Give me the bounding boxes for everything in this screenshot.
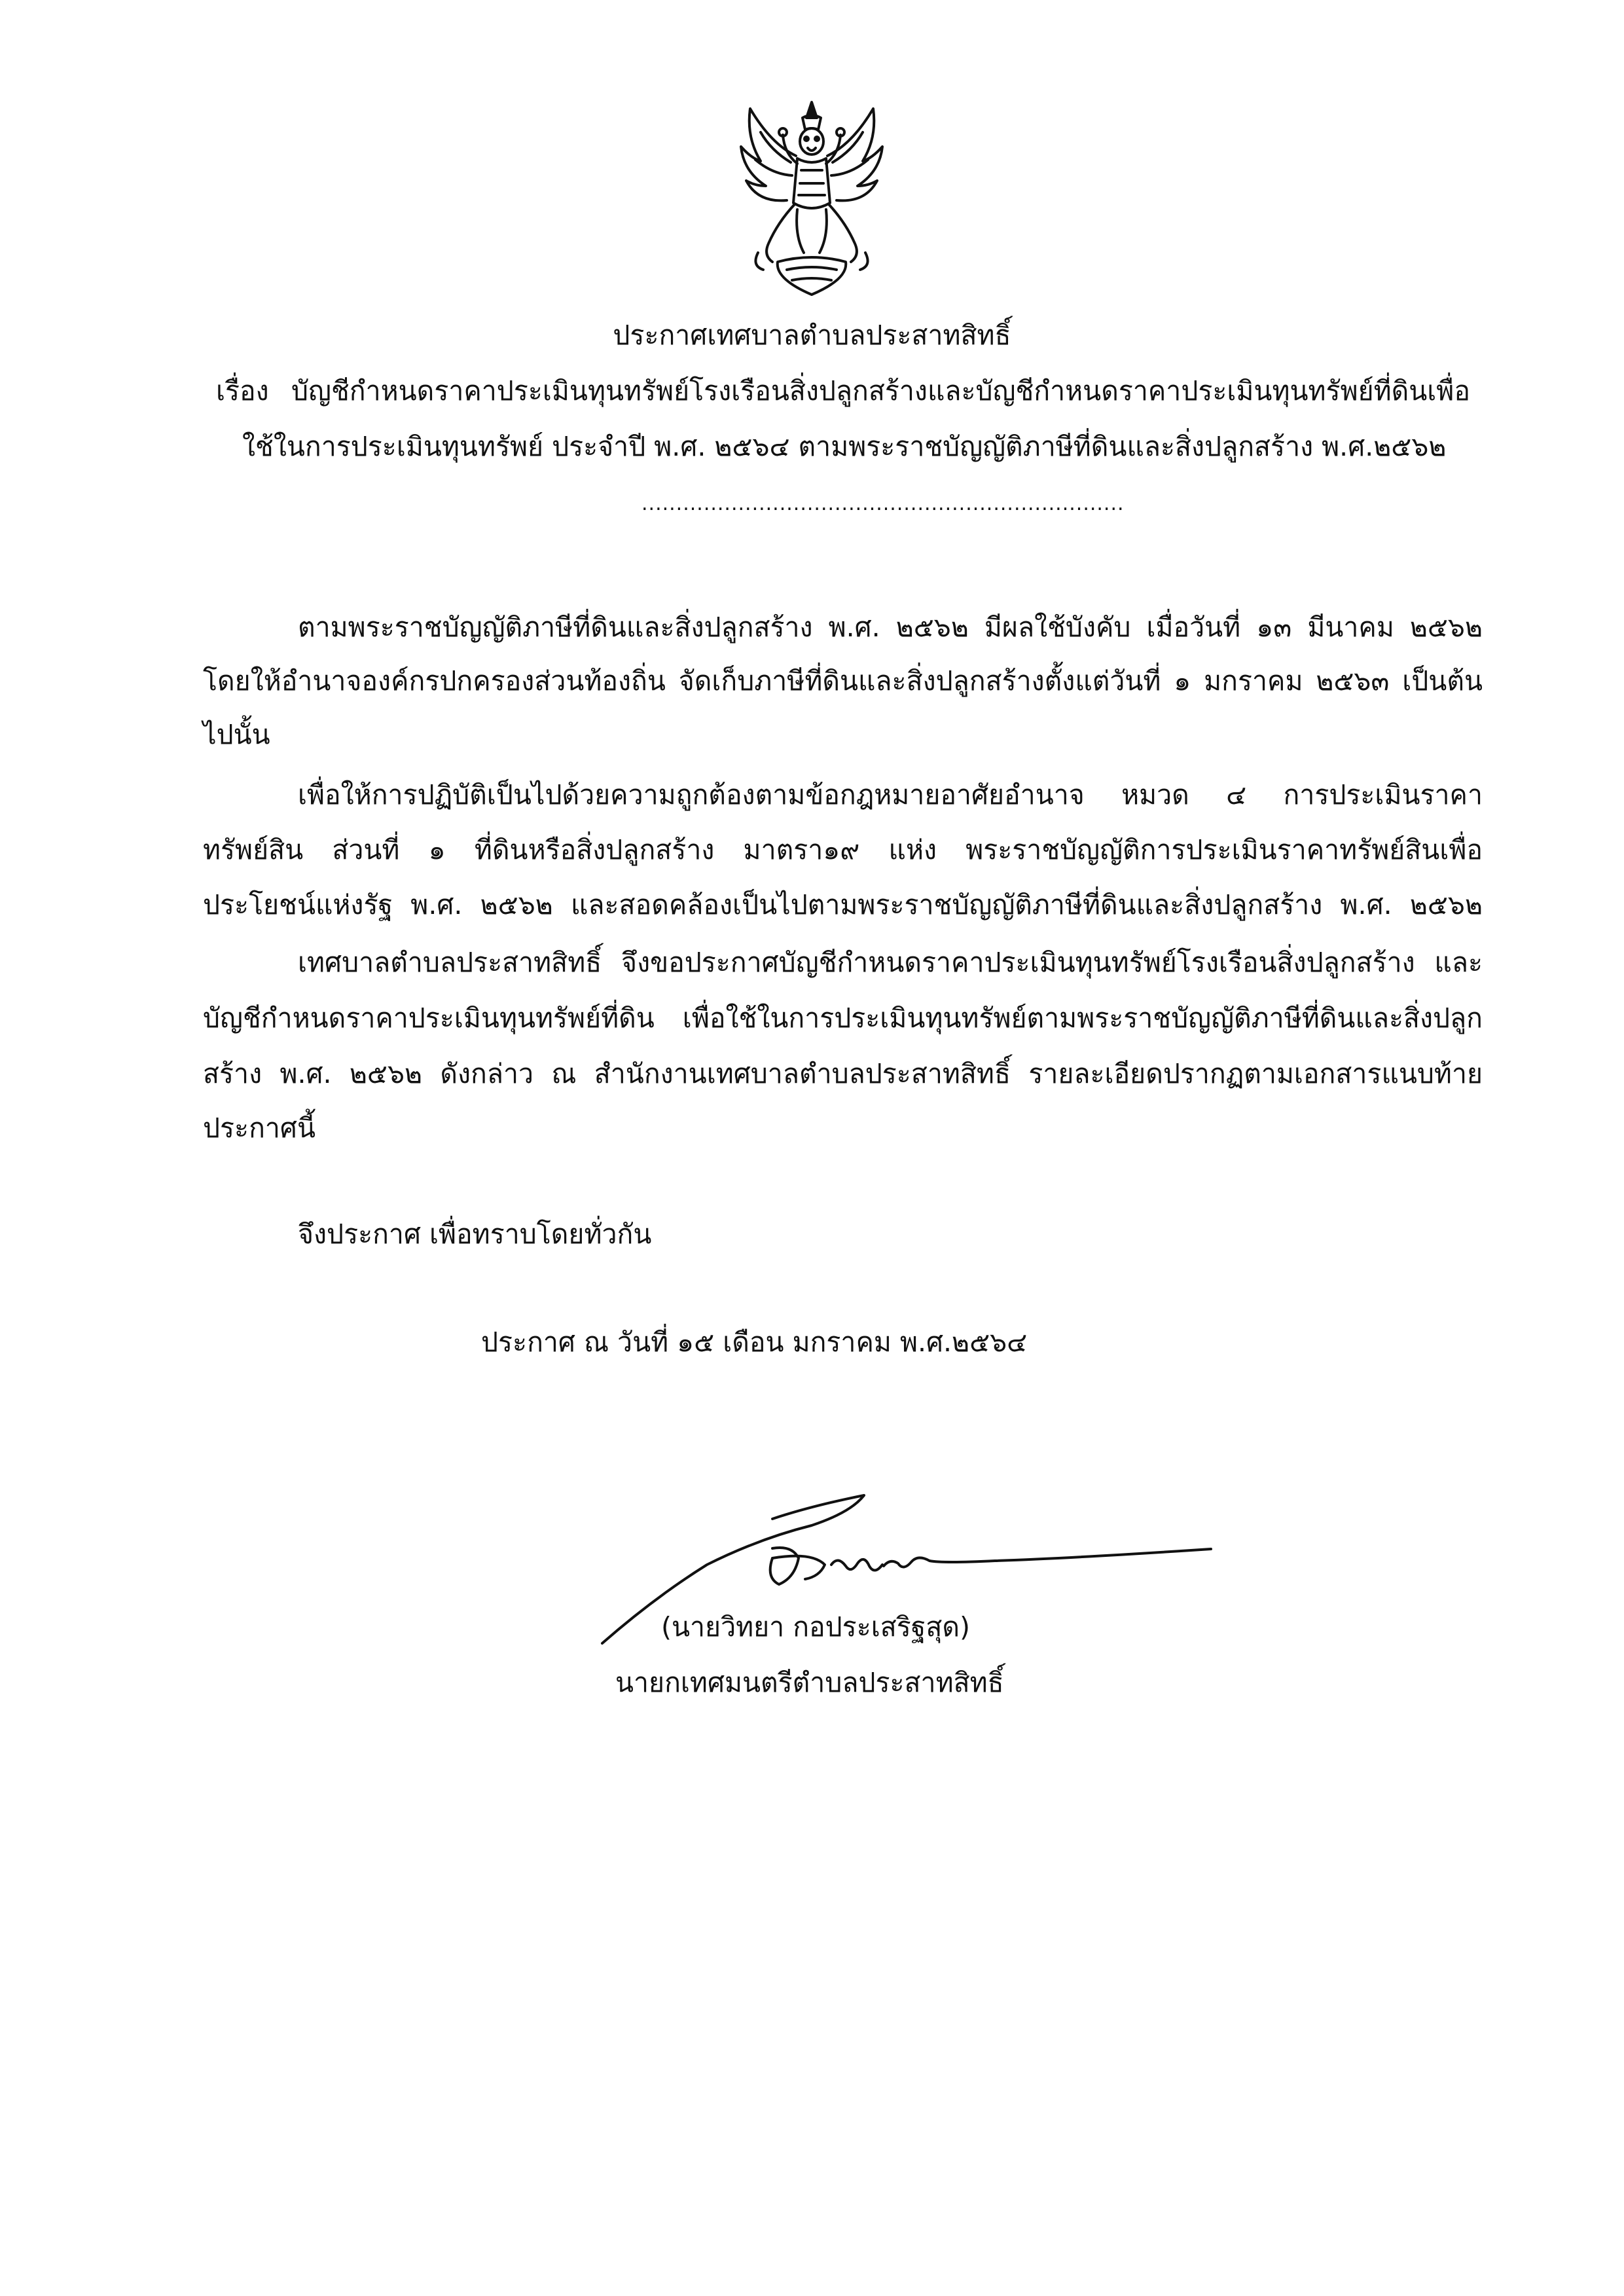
- subject-text-1: บัญชีกำหนดราคาประเมินทุนทรัพย์โรงเรือนสิ่งปลูกสร้างและบัญชีกำหนดราคาประเมินทุนทรัพย์ที่ดินเพื่อ: [291, 375, 1470, 407]
- subject-line-1: [216, 371, 1483, 410]
- subject-line-2: ใช้ในการประเมินทุนทรัพย์ ประจำปี พ.ศ. ๒๕๖๔ ตามพระราชบัญญัติภาษีที่ดินและสิ่งปลูกสร้าง พ.ศ.๒๕๖๒: [242, 431, 1447, 462]
- closing-text: จึงประกาศ เพื่อทราบโดยทั่วกัน: [298, 1218, 652, 1250]
- paragraph-3-line-4: ประกาศนี้: [203, 1112, 316, 1144]
- paragraph-2-line-2: ทรัพย์สิน ส่วนที่ ๑ ที่ดินหรือสิ่งปลูกสร้าง มาตรา๑๙ แห่ง พระราชบัญญัติการประเมินราคาทรัพย์สินเพื่อ: [203, 834, 1483, 866]
- paragraph-1-line-1: ตามพระราชบัญญัติภาษีที่ดินและสิ่งปลูกสร้าง พ.ศ. ๒๕๖๒ มีผลใช้บังคับ เมื่อวันที่ ๑๓ มีนาคม ๒๕๖๒: [298, 611, 1483, 643]
- separator-dots: ......................................................................: [641, 492, 1125, 515]
- paragraph-3-line-1: เทศบาลตำบลประสาทสิทธิ์ จึงขอประกาศบัญชีกำหนดราคาประเมินทุนทรัพย์โรงเรือนสิ่งปลูกสร้าง และ: [298, 947, 1483, 978]
- paragraph-1-line-3: ไปนั้น: [203, 719, 270, 750]
- paragraph-2-line-3: ประโยชน์แห่งรัฐ พ.ศ. ๒๕๖๒ และสอดคล้องเป็นไปตามพระราชบัญญัติภาษีที่ดินและสิ่งปลูกสร้าง พ.ศ. ๒๕๖๒: [203, 889, 1483, 920]
- paragraph-3-line-2: บัญชีกำหนดราคาประเมินทุนทรัพย์ที่ดิน เพื่อใช้ในการประเมินทุนทรัพย์ตามพระราชบัญญัติภาษีที่ดินและสิ่งปลูก: [203, 1002, 1483, 1034]
- paragraph-2-line-1: เพื่อให้การปฏิบัติเป็นไปด้วยความถูกต้องตามข้อกฎหมายอาศัยอำนาจ หมวด ๔ การประเมินราคา: [298, 779, 1483, 811]
- signer-name: (นายวิทยา กอประเสริฐสุด): [661, 1611, 971, 1643]
- announcement-title: ประกาศเทศบาลตำบลประสาทสิทธิ์: [613, 319, 1011, 351]
- signer-position: นายกเทศมนตรีตำบลประสาทสิทธิ์: [615, 1667, 1004, 1698]
- paragraph-1-line-2: โดยให้อำนาจองค์กรปกครองส่วนท้องถิ่น จัดเก็บภาษีที่ดินและสิ่งปลูกสร้างตั้งแต่วันที่ ๑ มกราคม ๒๕๖๓ เป็นต้น: [203, 665, 1483, 697]
- garuda-emblem-icon: [732, 98, 892, 301]
- subject-label: เรื่อง: [216, 375, 269, 407]
- announcement-date: ประกาศ ณ วันที่ ๑๕ เดือน มกราคม พ.ศ.๒๕๖๔: [481, 1326, 1028, 1358]
- paragraph-3-line-3: สร้าง พ.ศ. ๒๕๖๒ ดังกล่าว ณ สำนักงานเทศบาลตำบลประสาทสิทธิ์ รายละเอียดปรากฏตามเอกสารแนบท้าย: [203, 1058, 1483, 1089]
